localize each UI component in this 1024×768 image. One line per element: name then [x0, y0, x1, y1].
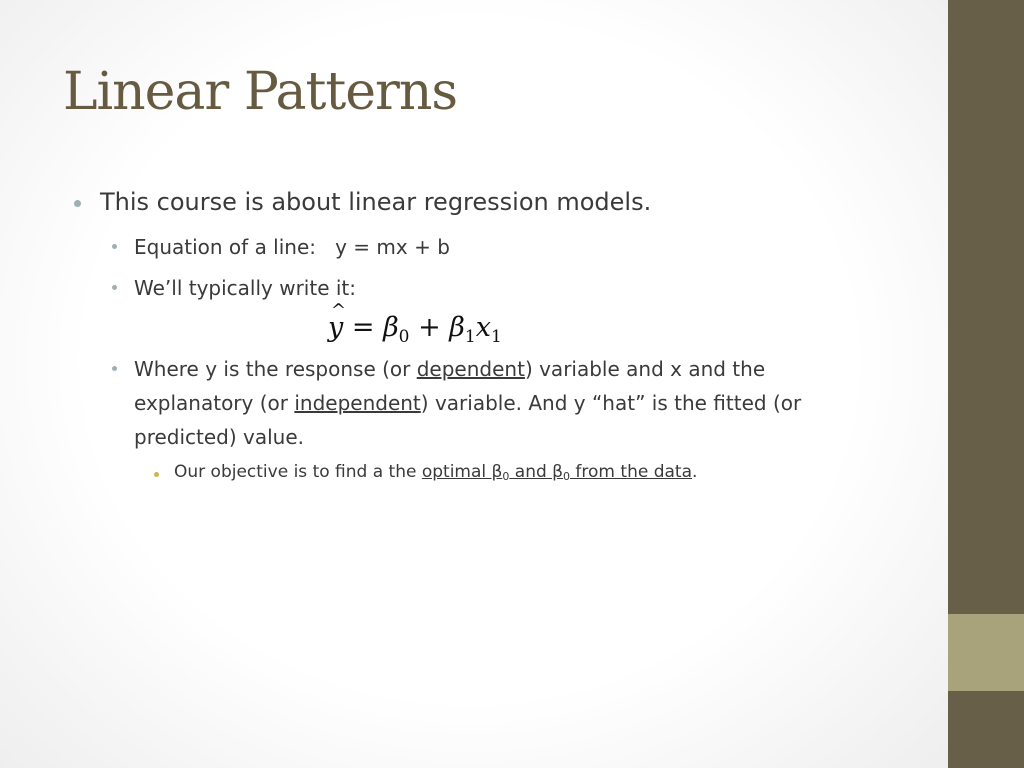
bullet-dot	[112, 285, 117, 290]
text-segment: optimal β	[421, 462, 503, 482]
bullet-text: We’ll typically write it:	[134, 276, 357, 300]
bullet-text: This course is about linear regression models.	[100, 188, 652, 216]
bullet-write-it	[112, 271, 872, 305]
text-segment: Where y is the response (or	[134, 357, 417, 381]
subscript-1: 1	[464, 327, 476, 347]
objective-underlined	[422, 462, 692, 482]
subscript-0: 0	[563, 470, 571, 483]
bullet-dot	[74, 200, 81, 207]
beta-symbol: β	[383, 312, 399, 343]
bullet-text	[134, 230, 450, 264]
subscript-0: 0	[502, 470, 510, 483]
text-segment: and β	[509, 462, 564, 482]
text-segment: Our objective is to find a the	[174, 462, 422, 482]
sidebar-accent-block	[948, 614, 1024, 691]
bullet-dot	[112, 244, 117, 249]
bullet-objective	[154, 462, 697, 483]
bullet-dot	[112, 366, 117, 371]
bullet-variables-explanation	[112, 352, 872, 454]
slide-title: Linear Patterns	[63, 62, 458, 122]
y-hat: ^ y	[328, 312, 343, 343]
equation-label: Equation of a line:	[134, 235, 317, 259]
bullet-text	[174, 462, 697, 483]
subscript-1: 1	[490, 327, 502, 347]
x-variable: x	[475, 312, 491, 343]
text-segment: from the data	[570, 462, 692, 482]
equals-sign: =	[343, 312, 384, 343]
line-equation: y = mx + b	[335, 235, 450, 259]
plus-sign: +	[409, 312, 450, 343]
text-segment: ) variable and x and the explanatory (or	[134, 357, 766, 415]
bullet-text	[134, 352, 864, 454]
bullet-dot	[154, 472, 159, 477]
subscript-0: 0	[398, 327, 410, 347]
text-segment: ) variable. And y “hat” is the fitted (or predicted) value.	[134, 391, 802, 449]
text-segment: .	[692, 462, 698, 482]
term-dependent: dependent	[416, 357, 525, 381]
regression-formula	[328, 312, 502, 347]
beta-symbol: β	[449, 312, 465, 343]
term-independent: independent	[294, 391, 421, 415]
bullet-course-intro	[74, 188, 651, 216]
bullet-line-equation	[112, 230, 872, 264]
